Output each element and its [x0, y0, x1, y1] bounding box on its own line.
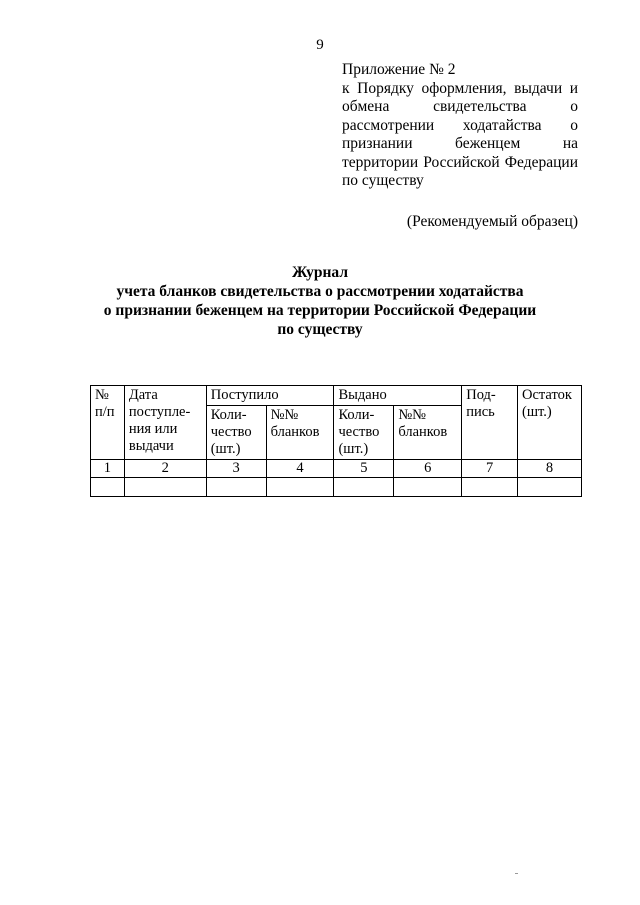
column-number: 4: [266, 460, 334, 478]
header-date: Дата поступле-ния или выдачи: [124, 386, 206, 460]
column-number-row: [91, 460, 582, 478]
column-number: 7: [462, 460, 518, 478]
header-signature: Под-пись: [462, 386, 518, 460]
scan-artifact: [515, 873, 518, 874]
appendix-block: [342, 61, 578, 191]
empty-cell: [394, 478, 462, 497]
empty-cell: [266, 478, 334, 497]
table-row: [91, 478, 582, 497]
empty-cell: [518, 478, 582, 497]
empty-cell: [462, 478, 518, 497]
appendix-text: к Порядку оформления, выдачи и обмена свидетельства о рассмотрении ходатайства о признании беженцем на территории Российской Федерации по существу: [342, 79, 578, 189]
table-header-row: [91, 386, 582, 406]
document-title-line-1: Журнал: [291, 264, 349, 281]
sample-note: (Рекомендуемый образец): [406, 213, 578, 230]
column-number: 2: [124, 460, 206, 478]
column-number: 3: [206, 460, 266, 478]
header-balance: Остаток (шт.): [518, 386, 582, 460]
column-number: 6: [394, 460, 462, 478]
column-number: 5: [334, 460, 394, 478]
document-title: [0, 263, 640, 339]
empty-cell: [334, 478, 394, 497]
document-title-line-3: о признании беженцем на территории Российской Федерации: [103, 302, 537, 319]
journal-table: [90, 385, 582, 497]
header-number: № п/п: [91, 386, 125, 460]
header-issued-numbers: №№ бланков: [394, 406, 462, 460]
header-received: Поступило: [206, 386, 334, 406]
appendix-title: Приложение № 2: [342, 61, 456, 78]
document-title-line-2: учета бланков свидетельства о рассмотрении ходатайства: [116, 283, 524, 300]
header-issued: Выдано: [334, 386, 462, 406]
header-issued-quantity: Коли-чество (шт.): [334, 406, 394, 460]
header-received-numbers: №№ бланков: [266, 406, 334, 460]
page-number: 9: [316, 37, 324, 53]
empty-cell: [91, 478, 125, 497]
column-number: 8: [518, 460, 582, 478]
header-received-quantity: Коли-чество (шт.): [206, 406, 266, 460]
column-number: 1: [91, 460, 125, 478]
empty-cell: [124, 478, 206, 497]
empty-cell: [206, 478, 266, 497]
document-title-line-4: по существу: [277, 321, 363, 338]
